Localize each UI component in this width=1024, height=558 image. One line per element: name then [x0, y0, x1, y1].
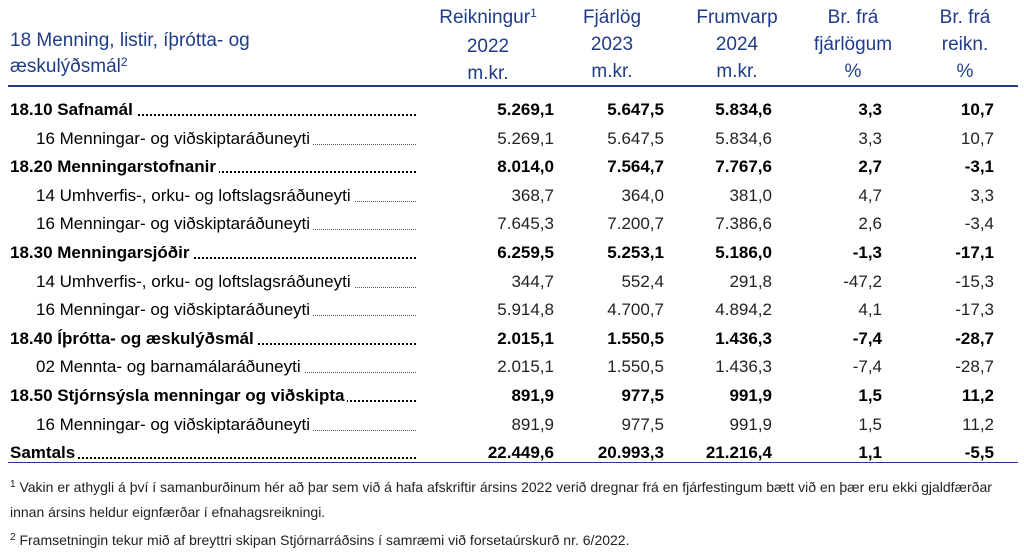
row-label: 18.40 Íþrótta- og æskulýðsmál — [10, 329, 257, 348]
column-header-line: Reikningur — [439, 7, 531, 28]
row-label: 18.50 Stjórnsýsla menningar og viðskipta — [10, 386, 347, 405]
value-br-fjarlogum: 4,1 — [858, 300, 882, 320]
value-frumvarp-2024: 5.834,6 — [715, 100, 772, 119]
row-label: 18.30 Menningarsjóðir — [10, 243, 193, 262]
column-header-line: reikn. — [941, 34, 989, 55]
value-fjarlog-2023: 1.550,5 — [607, 328, 664, 348]
row-label: Samtals — [10, 443, 78, 462]
column-header-line: Br. frá — [939, 7, 991, 28]
table-row-sub — [0, 210, 1024, 239]
value-frumvarp-2024: 5.186,0 — [715, 242, 772, 262]
value-reikningur-2022: 368,7 — [511, 185, 554, 205]
table-row-group — [0, 439, 1024, 468]
footnote-2 — [10, 529, 1020, 554]
row-label: 16 Menningar- og viðskiptaráðuneyti — [36, 129, 313, 148]
row-label-cell — [36, 353, 416, 381]
column-header-line: Br. frá — [827, 7, 879, 28]
row-label: 02 Mennta- og barnamálaráðuneyti — [36, 357, 304, 376]
value-reikningur-2022: 891,9 — [511, 385, 554, 405]
value-fjarlog-2023: 5.253,1 — [607, 242, 664, 262]
column-header-line: 2024 — [715, 34, 759, 55]
table-row-sub — [0, 182, 1024, 211]
column-header-fjarlog — [564, 4, 660, 85]
value-reikningur-2022: 344,7 — [511, 271, 554, 291]
value-fjarlog-2023: 552,4 — [621, 271, 664, 291]
title-line-2: æskulýðsmál — [10, 56, 121, 77]
column-header-unit: % — [844, 61, 862, 82]
value-fjarlog-2023: 364,0 — [621, 185, 664, 205]
value-frumvarp-2024: 991,9 — [729, 414, 772, 434]
row-label-cell — [10, 96, 416, 124]
value-br-reikn: 11,2 — [962, 414, 994, 434]
column-header-line: Fjárlög — [582, 7, 642, 28]
row-label-cell — [10, 325, 416, 353]
value-br-reikn: 10,7 — [960, 128, 994, 148]
value-br-fjarlogum: 4,7 — [858, 185, 882, 205]
table-row-group — [0, 325, 1024, 354]
table-row-group — [0, 239, 1024, 268]
row-label-cell — [36, 182, 416, 210]
value-fjarlog-2023: 7.564,7 — [607, 157, 664, 177]
value-br-reikn: 11,2 — [961, 385, 994, 405]
row-label-cell — [36, 125, 416, 153]
value-br-reikn: -15,3 — [955, 271, 994, 291]
table-body — [0, 96, 1024, 468]
table-title — [10, 28, 340, 81]
row-label: 14 Umhverfis-, orku- og loftslagsráðuneyti — [36, 186, 354, 205]
row-label-cell — [10, 239, 416, 267]
footnote-text: Vakin er athygli á því í samanburðinum hér að þar sem við á hafa afskriftir ársins 2022 verið dregnar frá en fjárfestingum bætt við en þær eru ekki gjaldfærðar innan ársins heldur eignfærðar í efnahagsreikningi. — [10, 479, 992, 520]
value-br-fjarlogum: 2,7 — [858, 157, 882, 177]
value-br-fjarlogum: 1,1 — [858, 443, 882, 463]
value-fjarlog-2023: 7.200,7 — [607, 214, 664, 234]
value-fjarlog-2023: 1.550,5 — [607, 357, 664, 377]
value-reikningur-2022: 2.015,1 — [497, 328, 554, 348]
row-label-cell — [36, 296, 416, 324]
value-frumvarp-2024: 381,0 — [729, 185, 772, 205]
row-label-cell — [36, 411, 416, 439]
row-label: 18.10 Safnamál — [10, 100, 136, 119]
value-br-reikn: -28,7 — [955, 357, 994, 377]
footnotes — [10, 476, 1020, 554]
column-header-line: Frumvarp — [696, 7, 778, 28]
table-header — [0, 0, 1024, 84]
value-frumvarp-2024: 4.894,2 — [715, 300, 772, 320]
row-label-cell — [36, 268, 416, 296]
row-label: 14 Umhverfis-, orku- og loftslagsráðuneyti — [36, 272, 354, 291]
value-frumvarp-2024: 5.834,6 — [715, 128, 772, 148]
column-header-reikningur — [418, 4, 558, 87]
column-header-br-fjarlogum — [800, 4, 906, 85]
value-reikningur-2022: 5.914,8 — [497, 300, 554, 320]
value-fjarlog-2023: 20.993,3 — [597, 443, 664, 463]
value-br-fjarlogum: 1,5 — [858, 385, 882, 405]
footnote-divider — [8, 462, 1018, 463]
title-line-1: 18 Menning, listir, íþrótta- og — [10, 30, 250, 51]
column-header-unit: m.kr. — [591, 61, 633, 82]
value-reikningur-2022: 5.269,1 — [497, 128, 554, 148]
row-label: 16 Menningar- og viðskiptaráðuneyti — [36, 300, 313, 319]
value-fjarlog-2023: 5.647,5 — [607, 128, 664, 148]
footnote-mark: 1 — [10, 479, 16, 490]
value-frumvarp-2024: 1.436,3 — [715, 328, 772, 348]
value-frumvarp-2024: 21.216,4 — [705, 443, 772, 463]
value-br-fjarlogum: 3,3 — [858, 128, 882, 148]
value-fjarlog-2023: 5.647,5 — [607, 100, 664, 119]
value-br-reikn: -3,1 — [964, 157, 994, 177]
value-br-reikn: -17,3 — [955, 300, 994, 320]
table-row-sub — [0, 296, 1024, 325]
value-reikningur-2022: 2.015,1 — [497, 357, 554, 377]
column-footnote-mark: 1 — [530, 6, 537, 20]
value-frumvarp-2024: 291,8 — [729, 271, 772, 291]
value-br-reikn: -3,4 — [964, 214, 994, 234]
value-reikningur-2022: 891,9 — [511, 414, 554, 434]
footnote-1 — [10, 476, 1020, 523]
row-label: 18.20 Menningarstofnanir — [10, 157, 219, 176]
value-reikningur-2022: 6.259,5 — [497, 242, 554, 262]
value-br-reikn: 10,7 — [960, 100, 994, 119]
row-label: 16 Menningar- og viðskiptaráðuneyti — [36, 214, 313, 233]
row-label: 16 Menningar- og viðskiptaráðuneyti — [36, 415, 313, 434]
column-header-unit: m.kr. — [467, 63, 509, 84]
value-reikningur-2022: 22.449,6 — [487, 443, 554, 463]
table-row-group — [0, 96, 1024, 125]
footnote-text: Framsetningin tekur mið af breyttri skipan Stjórnarráðsins í samræmi við forsetaúrskurð nr. 6/2022. — [19, 532, 630, 548]
value-frumvarp-2024: 7.767,6 — [715, 157, 772, 177]
value-reikningur-2022: 8.014,0 — [497, 157, 554, 177]
value-br-fjarlogum: -7,4 — [852, 328, 882, 348]
column-header-frumvarp — [678, 4, 796, 85]
value-reikningur-2022: 5.269,1 — [497, 100, 554, 119]
table-row-group — [0, 153, 1024, 182]
row-label-cell — [10, 153, 416, 181]
value-br-fjarlogum: 2,6 — [858, 214, 882, 234]
header-divider — [8, 85, 1018, 87]
column-header-unit: % — [956, 61, 974, 82]
table-row-sub — [0, 125, 1024, 154]
value-br-fjarlogum: 1,5 — [858, 414, 882, 434]
value-fjarlog-2023: 977,5 — [621, 414, 664, 434]
value-br-reikn: -17,1 — [955, 242, 994, 262]
value-fjarlog-2023: 977,5 — [621, 385, 664, 405]
value-frumvarp-2024: 991,9 — [729, 385, 772, 405]
column-header-line: fjárlögum — [813, 34, 893, 55]
value-frumvarp-2024: 1.436,3 — [715, 357, 772, 377]
value-br-fjarlogum: -7,4 — [852, 357, 882, 377]
row-label-cell — [36, 210, 416, 238]
value-frumvarp-2024: 7.386,6 — [715, 214, 772, 234]
column-header-line: 2022 — [466, 36, 510, 57]
column-header-unit: m.kr. — [716, 61, 758, 82]
column-header-line: 2023 — [590, 34, 634, 55]
title-footnote-mark: 2 — [120, 55, 128, 69]
value-br-fjarlogum: -1,3 — [852, 242, 882, 262]
value-br-fjarlogum: 3,3 — [858, 100, 882, 119]
column-header-br-reikn — [910, 4, 1020, 85]
value-reikningur-2022: 7.645,3 — [497, 214, 554, 234]
value-br-reikn: -28,7 — [955, 328, 994, 348]
row-label-cell — [10, 382, 416, 410]
table-row-group — [0, 382, 1024, 411]
value-br-fjarlogum: -47,2 — [843, 271, 882, 291]
table-row-sub — [0, 268, 1024, 297]
table-row-sub — [0, 353, 1024, 382]
value-br-reikn: 3,3 — [970, 185, 994, 205]
value-br-reikn: -5,5 — [964, 443, 994, 463]
footnote-mark: 2 — [10, 532, 16, 543]
value-fjarlog-2023: 4.700,7 — [607, 300, 664, 320]
table-row-sub — [0, 411, 1024, 440]
